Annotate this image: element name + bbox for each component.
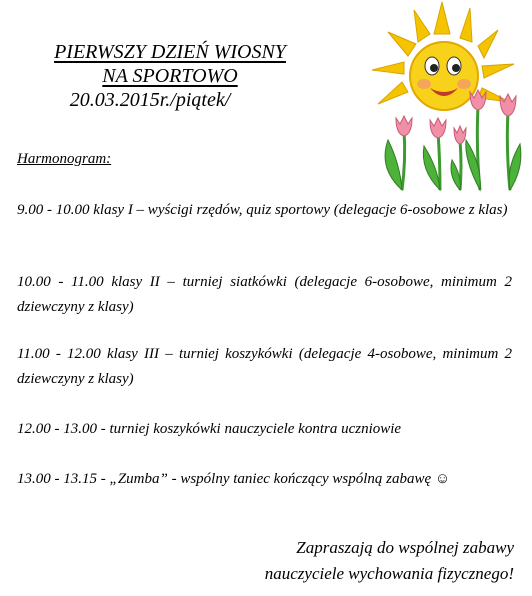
schedule-entry: 9.00 - 10.00 klasy I – wyścigi rzędów, quiz sportowy (delegacje 6-osobowe z klas) — [17, 202, 508, 218]
sun-face — [410, 42, 478, 110]
schedule-entry: 13.00 - 13.15 - „Zumba” - wspólny taniec kończący wspólną zabawę ☺ — [17, 471, 451, 487]
schedule-entry: 12.00 - 13.00 - turniej koszykówki nauczyciele kontra uczniowie — [17, 421, 402, 437]
schedule-entry: 10.00 - 11.00 klasy II – turniej siatkówki (delegacje 6-osobowe, minimum 2 dziewczyny z klasy) — [17, 274, 512, 315]
poster-title: PIERWSZY DZIEŃ WIOSNY — [54, 41, 286, 63]
invitation-line: Zapraszają do wspólnej zabawy — [296, 538, 514, 557]
invitation-signature: nauczyciele wychowania fizycznego! — [264, 564, 514, 583]
schedule-entry: 11.00 - 12.00 klasy III – turniej koszykówki (delegacje 4-osobowe, minimum 2 dziewczyny z klasy) — [17, 346, 512, 387]
schedule-heading: Harmonogram: — [17, 151, 112, 167]
event-date: 20.03.2015r./piątek/ — [69, 89, 231, 111]
sun-and-tulips-illustration — [368, 0, 528, 196]
poster-subtitle: NA SPORTOWO — [102, 65, 238, 87]
